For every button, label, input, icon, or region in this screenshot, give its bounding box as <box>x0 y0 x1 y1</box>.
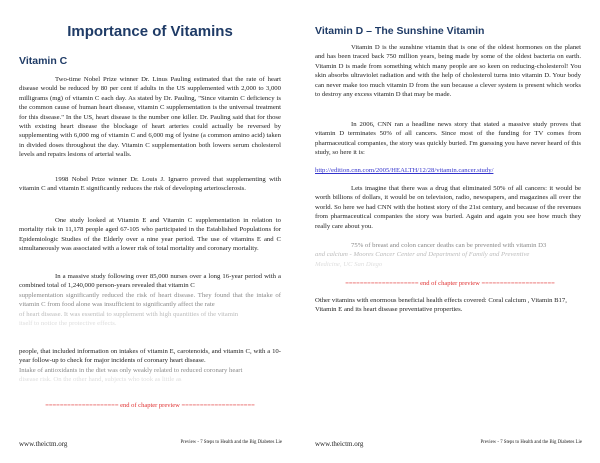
paragraph: Vitamin D is the sunshine vitamin that is one of the oldest hormones on the planet and has been traced back 750 million years, being made by some of the oldest bacteria on earth. Vitamin D is made from something which many people are so keen on reducing-cholesterol! You skin absorbs ultraviolet radiation and with the help of cholesterol turns into vitamin D. Your body can never make too much vitamin D from the sun because a clever system is present which works to destroy any excess vitamin D that may be made. <box>315 44 581 99</box>
end-of-preview-marker: ==================== end of chapter preview ==================== <box>45 402 255 409</box>
cnn-article-link[interactable]: http://edition.cnn.com/2005/HEALTH/12/28/vitamin.cancer.study/ <box>315 167 494 174</box>
end-of-preview-marker: ==================== end of chapter preview ==================== <box>345 280 555 287</box>
footer-book-title: Preview - 7 Steps to Health and the Big Diabetes Lie <box>480 440 582 445</box>
text-line: supplementation significantly reduced the risk of heart disease. They found that the intake of vitamin C from food alone was insufficient to significantly affect the rate <box>19 291 281 309</box>
text-line: Intake of antioxidants in the diet was only weakly related to reduced coronary heart <box>19 366 243 374</box>
paragraph: Two-time Nobel Prize winner Dr. Linus Pauling estimated that the rate of heart disease would be reduced by 80 per cent if adults in the US supplemented with 2,000 to 3,000 milligrams (mg) of vitamin C each day. As stated by Dr. Pauling, "Since vitamin C deficiency is the common cause of human heart disease, vitamin C supplementation is the universal treatment for this disease." In the US, heart disease is the number one killer. Dr. Pauling said that for those with existing heart disease the blockage of heart arteries could actually be reversed by supplementing with 6,000 mg of vitamin C and 6,000 mg of lysine (a common amino acid) taken in divided doses throughout the day. Vitamin C supplementation both lowers serum cholesterol levels and repairs lesions of arterial walls. <box>19 76 281 159</box>
text-line: disease risk. On the other hand, subjects who took as little as <box>19 376 182 384</box>
text-line: and calcium - Moores Cancer Center and Department of Family and Preventive <box>315 251 530 259</box>
paragraph: In 2006, CNN ran a headline news story that stated a massive study proves that vitamin D terminates 50% of all cancers. Since most of the funding for TV comes from pharmaceutical companies, the story was quickly buried. I'm guessing you have never heard of this study, so here it is: <box>315 121 581 157</box>
section-heading-vitamin-c: Vitamin C <box>19 55 68 67</box>
paragraph-faded <box>19 272 281 328</box>
text-line: of heart disease. It was essential to supplement with high quantities of the vitamin <box>19 310 239 318</box>
paragraph: 1998 Nobel Prize winner Dr. Louis J. Ignarro proved that supplementing with vitamin C and vitamin E significantly reduces the risk of developing arteriosclerosis. <box>19 176 281 193</box>
section-heading-vitamin-d: Vitamin D – The Sunshine Vitamin <box>315 25 485 37</box>
footer-website: www.theictm.org <box>315 440 364 448</box>
text-line: In a massive study following over 85,000 nurses over a long 16-year period with a combined total of 1,240,000 person-years revealed that vitamin C <box>19 273 281 290</box>
paragraph-faded <box>315 241 581 269</box>
paragraph: Other vitamins with enormous beneficial health effects covered: Coral calcium , Vitamin B17, Vitamin E and its heart disease preventative properties. <box>315 297 567 314</box>
text-line: Medicine, UC San Diego <box>315 260 383 268</box>
text-line: 75% of breast and colon cancer deaths can be prevented with vitamin D3 <box>351 242 547 249</box>
footer-website: www.theictm.org <box>19 440 68 448</box>
paragraph: Lets imagine that there was a drug that eliminated 50% of all cancers: it would be worth billions of dollars, it would be on television, radio, newspapers, and magazines all over the world. So here we had CNN with the hottest story of the 21st century, and because of the revenues from pharmaceutical companies the story was buried. Again and again you see how much they really care about you. <box>315 185 581 230</box>
page-right <box>300 0 600 463</box>
page-title: Importance of Vitamins <box>67 23 233 40</box>
text-line: people, that included information on intakes of vitamin E, carotenoids, and vitamin C, with a 10-year follow-up to check for major incidents of coronary heart disease. <box>19 348 281 365</box>
paragraph: One study looked at Vitamin E and Vitamin C supplementation in relation to mortality risk in 11,178 people aged 67-105 who participated in the Established Populations for Epidemiologic Studies of the Elderly over a nine year period. The use of vitamins E and C simultaneously was associated with a lower risk of total mortality and coronary mortality. <box>19 217 281 253</box>
paragraph-faded <box>19 347 281 385</box>
text-line: itself to notice the protective effects. <box>19 320 117 328</box>
footer-book-title: Preview - 7 Steps to Health and the Big Diabetes Lie <box>180 440 282 445</box>
